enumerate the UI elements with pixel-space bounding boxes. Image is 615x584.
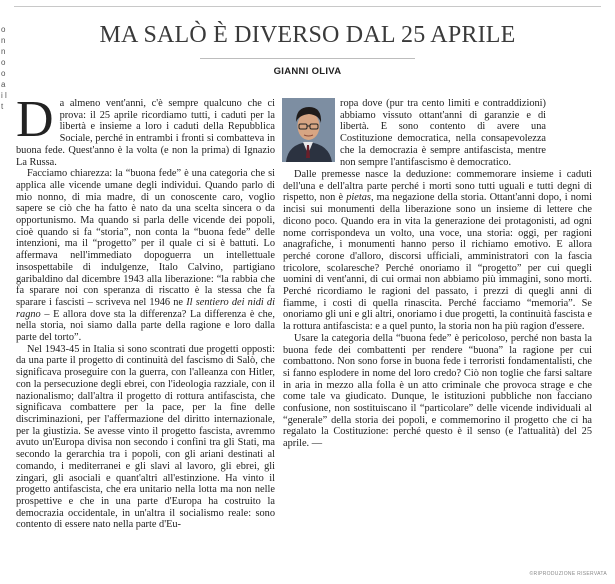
top-rule xyxy=(14,6,601,7)
book-title: Il sentiero dei nidi di ragno xyxy=(16,296,275,320)
paragraph-continuation: ropa dove (pur tra cento limiti e contraddizioni) abbiamo vissuto ottant'anni di garanzie e di libertà. E sono contento di avere una Costituzione democratica, nella consapevolezza che la democrazia è sempre antifascista, mentre non sempre l'antifascismo è democratico. xyxy=(340,98,546,168)
copyright-footer: ©RIPRODUZIONE RISERVATA xyxy=(529,571,607,577)
paragraph-1943-45: Nel 1943-45 in Italia si sono scontrati due progetti opposti: da una parte il progetto di continuità del fascismo di Salò, che significava proseguire con la guerra, con l'alleanza con Hitler, con la persecuzione degli ebrei, con l'ideologia razziale, con il nazionalismo; dall'altra il progetto di rottura antifascista, che significava combattere per la pace, per la fine delle discriminazioni, per l'affermazione del diritto internazionale, per la giustizia. Se avesse vinto il progetto fascista, avremmo avuto un'Europa divisa non secondo i confini tra gli Stati, ma secondo la gerarchia tra i popoli, con gli ariani destinati al comando, i mediterranei e gli slavi al lavoro, gli ebrei, gli zingari, gli asociali e quant'altri all'estinzione. Ha vinto il progetto antifascista, che era unitario nella lotta ma non nelle prospettive e che in una parte d'Europa ha costruito la democrazia occidentale, in un'altra il socialismo reale: sono contento di essere nato nella parte d'Eu- xyxy=(16,343,275,531)
article-column-right-lower xyxy=(283,169,592,450)
author-byline: GIANNI OLIVA xyxy=(273,66,342,77)
adjacent-article-fragment: o n n o o a i l t xyxy=(1,25,7,111)
headline: MA SALÒ È DIVERSO DAL 25 APRILE xyxy=(99,22,516,48)
latin-term: pietas xyxy=(346,192,371,204)
drop-cap: D xyxy=(16,91,54,148)
headline-rule xyxy=(200,58,415,59)
paragraph-buona-fede: Facciamo chiarezza: la “buona fede” è una categoria che si applica alle vicende umane degli individui. Quando parlo di mio nonno, di mia madre, di un conoscente caro, voglio sapere se ciò che ha fatto è nato da una scelta sincera o da opportunismo. Ma quando si parla delle vicende dei popoli, cioè quando si fa “storia”, non conta la “buona fede” delle intenzioni, ma il “progetto” per il quale ci si è battuti. Lo affermava nell'immediato dopoguerra un intellettuale insospettabile di indulgenze, Italo Calvino, partigiano garibaldino dal dicembre 1943 alla liberazione: “la rabbia che fa sparare noi con speranza di riscatto è la stessa che fa sparare i fascisti – scriveva nel 1946 ne Il sentiero dei nidi di ragno – E allora dove sta la differenza? La differenza è che, nella storia, noi siamo dalla parte della ragione e loro dalla parte del torto”. xyxy=(16,168,275,344)
paragraph-deduzione: Dalle premesse nasce la deduzione: commemorare insieme i caduti dell'una e dell'altra parte perché i morti sono tutti uguali e tutti degni di rispetto, non è pietas, ma negazione della storia. Ottant'anni dopo, i nomi incisi sui monumenti della liberazione sono un insieme di lettere che dicono poco. Quando era in vita la generazione dei protagonisti, ad ogni nome corrispondeva un volto, una voce, una storia: oggi, per ragioni anagrafiche, i monumenti hanno perso il richiamo emotivo. E allora perché corone d'alloro, discorsi ufficiali, amministratori con la fascia tricolore, scolaresche? Perché onoriamo il “progetto” per cui quegli uomini di vent'anni, di cui ormai non abbiamo più immagini, sono morti. Perché ricordiamo le ragioni del passato, i prezzi di quegli anni di fiamme, i costi di quella rinascita. Perché facciamo “memoria”. Se onoriamo gli uni e gli altri, onoriamo i due progetti, la continuità fascista e la rottura antifascista: e a quel punto, la storia non ha più ragion d'essere. xyxy=(283,169,592,333)
article-column-left xyxy=(16,91,275,531)
paragraph-intro: Da almeno vent'anni, c'è sempre qualcuno che ci prova: il 25 aprile ricordiamo tutti, i caduti per la libertà e insieme a loro i caduti della Repubblica Sociale, perché in entrambi i fronti si combatteva in buona fede. Quest'anno è la volta (e non la prima) di Ignazio La Russa. xyxy=(16,91,275,168)
article-column-right xyxy=(282,98,546,168)
paragraph-conclusione: Usare la categoria della “buona fede” è pericoloso, perché non basta la buona fede dei combattenti per rendere “buona” la ragione per cui combattono. Non sono forse in buona fede i terroristi fondamentalisti, che si fanno esplodere in nome del loro credo? Ciò non toglie che farsi saltare in aria in mezzo alla folla è un atto criminale che provoca strage e che come tale va giudicato. Dunque, le istituzioni pubbliche non facciano confusione, non sostituiscano il “particolare” delle vicende individuali al “generale” della storia dei popoli, e commemorino il progetto che ci ha regalato la Costituzione: perché questo è il senso (e l'attualità) del 25 aprile. — xyxy=(283,332,592,450)
